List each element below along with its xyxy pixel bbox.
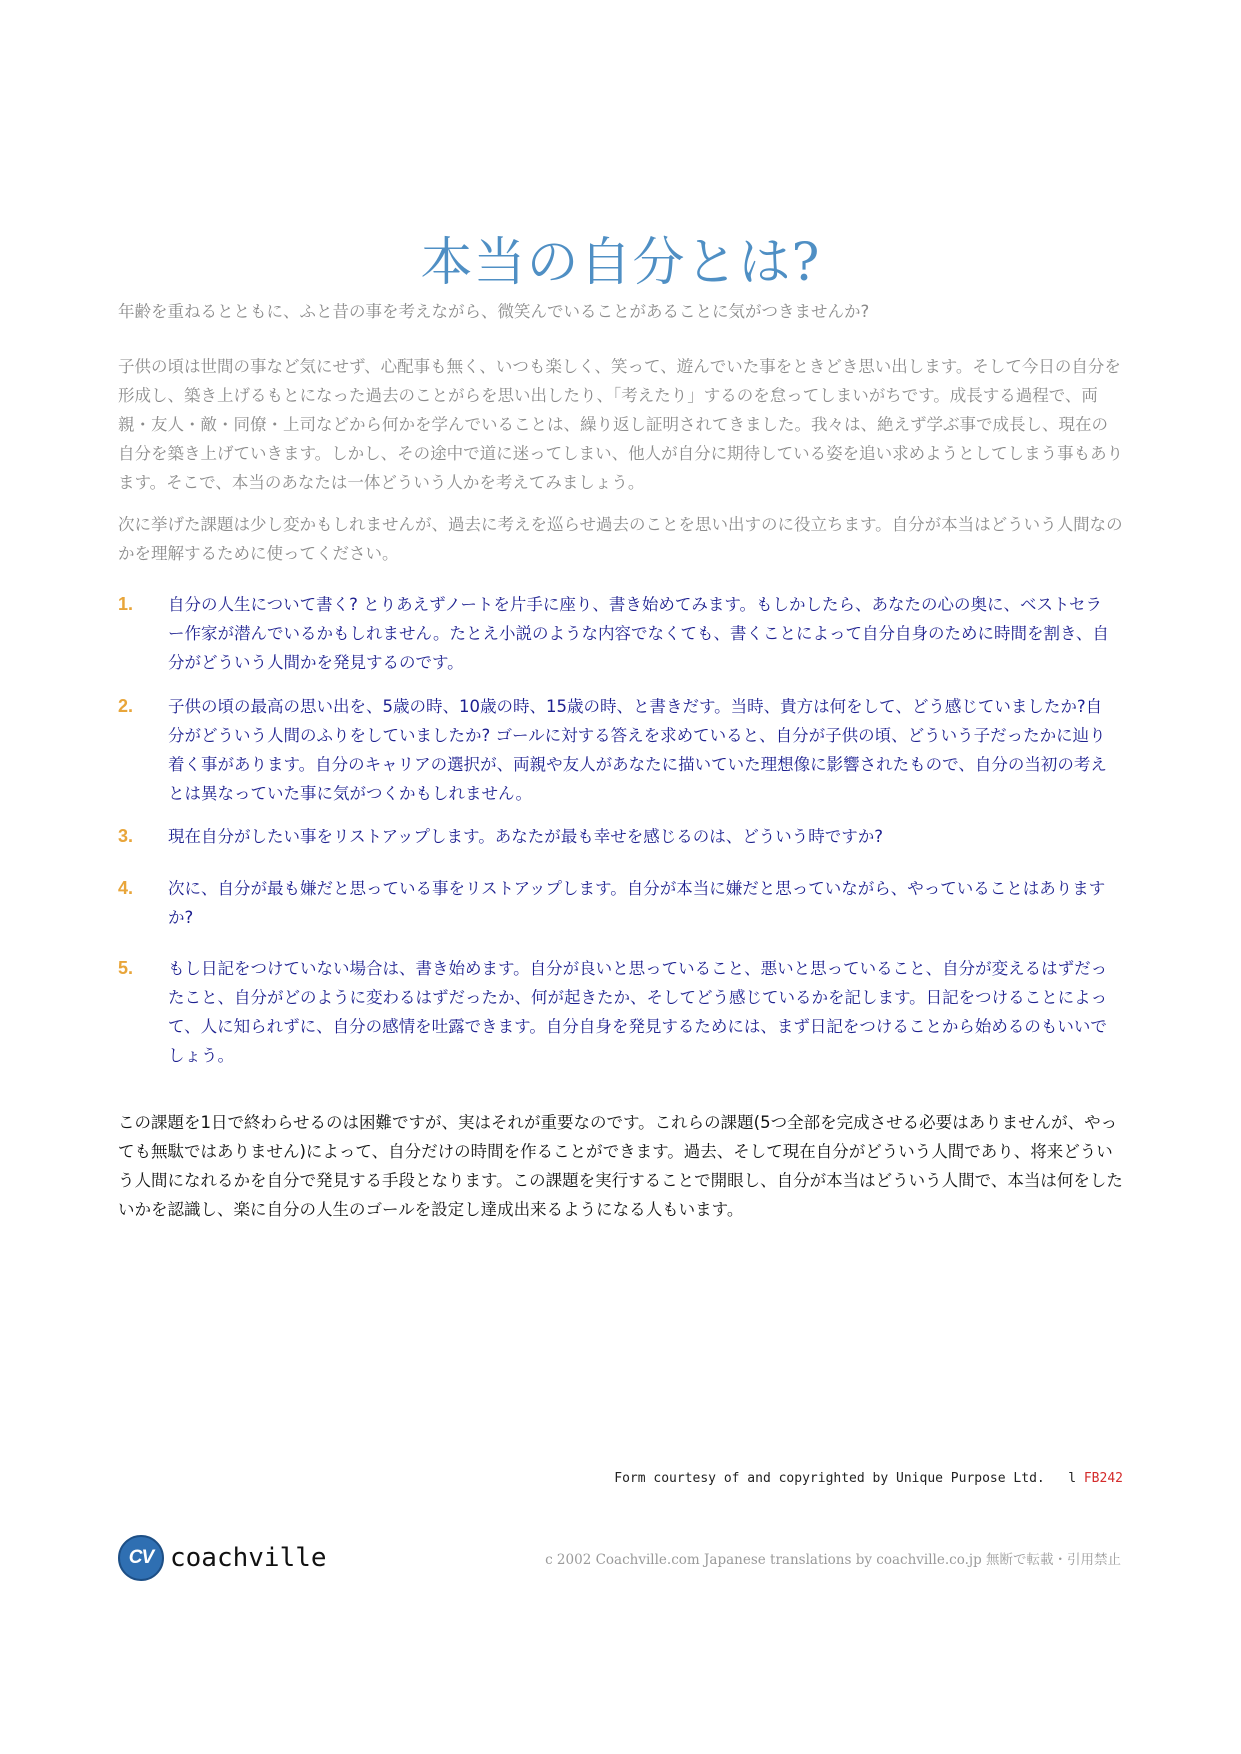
closing-paragraph: この課題を1日で終わらせるのは困難ですが、実はそれが重要なのです。これらの課題(5つ全部を完成させる必要はありませんが、やっても無駄ではありません)によって、自分だけの時間を作ることができます。過去、そして現在自分がどういう人間であり、将来どういう人間になれるかを自分で発見する手段となります。この課題を実行することで開眼し、自分が本当はどういう人間で、本当は何をしたいかを認識し、楽に自分の人生のゴールを設定し達成出来るようになる人もいます。 [118,1113,1123,1219]
exercise-number: 3. [118,826,134,846]
exercise-text: 現在自分がしたい事をリストアップします。あなたが最も幸せを感じるのは、どういう時ですか? [168,827,883,846]
exercise-text: 子供の頃の最高の思い出を、5歳の時、10歳の時、15歳の時、と書きだす。当時、貴方は何をして、どう感じていましたか?自分がどういう人間のふりをしていましたか? ゴールに対する答えを求めていると、自分が子供の頃、どういう子だったかに辿り着く事があります。自分のキャリアの選択が、両親や友人があなたに描いていた理想像に影響されたもので、自分の当初の考えとは異なっていた事に気がつくかもしれません。 [168,697,1107,803]
intro-paragraph-3: 次に挙げた課題は少し変かもしれませんが、過去に考えを巡らせ過去のことを思い出すのに役立ちます。自分が本当はどういう人間なのかを理解するために使ってください。 [118,515,1123,563]
logo-wordmark: coachville [170,1543,327,1573]
exercise-text: 次に、自分が最も嫌だと思っている事をリストアップします。自分が本当に嫌だと思っていながら、やっていることはありますか? [168,879,1106,927]
exercise-text: 自分の人生について書く? とりあえずノートを片手に座り、書き始めてみます。もしかしたら、あなたの心の奥に、ベストセラー作家が潜んでいるかもしれません。たとえ小説のような内容でなくても、書くことによって自分自身のために時間を割き、自分がどういう人間かを発見するのです。 [168,595,1109,672]
coachville-logo [118,1534,327,1582]
intro-paragraph-2: 子供の頃は世間の事など気にせず、心配事も無く、いつも楽しく、笑って、遊んでいた事をときどき思い出します。そして今日の自分を形成し、築き上げるもとになった過去のことがらを思い出したり、「考えたり」するのを怠ってしまいがちです。成長する過程で、両親・友人・敵・同僚・上司などから何かを学んでいることは、繰り返し証明されてきました。我々は、絶えず学ぶ事で成長し、現在の自分を築き上げていきます。しかし、その途中で道に迷ってしまい、他人が自分に期待している姿を追い求めようとしてしまう事もあります。そこで、本当のあなたは一体どういう人かを考えてみましょう。 [118,357,1124,492]
exercise-number: 1. [118,594,134,614]
exercise-text: もし日記をつけていない場合は、書き始めます。自分が良いと思っていること、悪いと思っていること、自分が変えるはずだったこと、自分がどのように変わるはずだったか、何が起きたか、そしてどう感じているかを記します。日記をつけることによって、人に知られずに、自分の感情を吐露できます。自分自身を発見するためには、まず日記をつけることから始めるのもいいでしょう。 [168,959,1108,1065]
courtesy-separator: l [1068,1471,1077,1486]
exercise-number: 5. [118,958,134,978]
cv-badge-icon: CV [118,1535,164,1581]
page-title: 本当の自分とは? [420,232,821,293]
form-code: FB242 [1083,1471,1123,1486]
exercise-number: 2. [118,696,134,716]
exercise-number: 4. [118,878,134,898]
intro-paragraph-1: 年齢を重ねるとともに、ふと昔の事を考えながら、微笑んでいることがあることに気がつきませんか? [118,302,870,321]
courtesy-text: Form courtesy of and copyrighted by Unique Purpose Ltd. [614,1471,1045,1486]
copyright-line: c 2002 Coachville.com Japanese translations by coachville.co.jp 無断で転載・引用禁止 [545,1552,1121,1568]
form-courtesy-line [614,1470,1123,1488]
